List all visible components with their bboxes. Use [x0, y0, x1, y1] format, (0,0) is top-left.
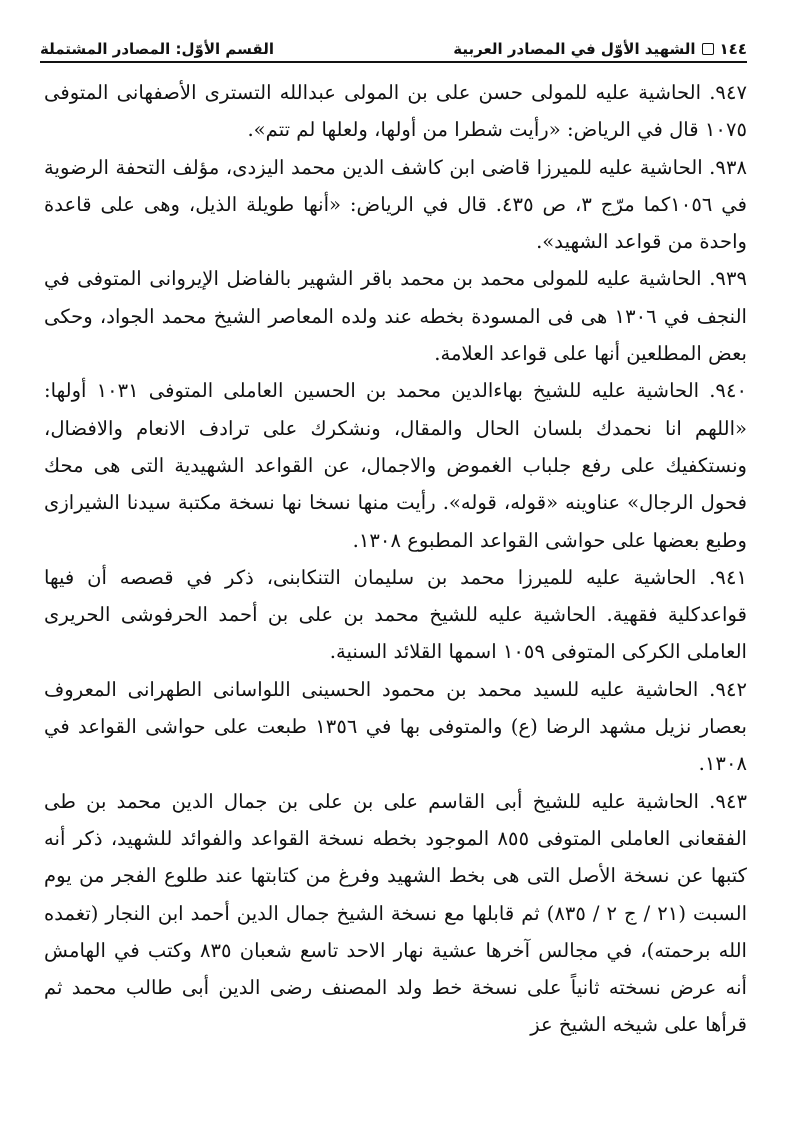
- running-title: الشهيد الأوّل في المصادر العربية: [453, 40, 696, 58]
- page-number: ١٤٤: [719, 40, 747, 58]
- entry-939: ٩٣٩. الحاشية عليه للمولى محمد بن محمد باقر الشهير بالفاضل الإيروانى المتوفى في النجف في ١٣٠٦ هى فى المسودة بخطه عند ولده المعاصر الشيخ محمد الجواد، وحكى بعض المطلعين أنها على قواعد العلامة.: [44, 267, 747, 366]
- header-right: [453, 40, 747, 58]
- page-body: [44, 74, 747, 1044]
- entry-940: ٩٤٠. الحاشية عليه للشيخ بهاءالدين محمد بن الحسين العاملى المتوفى ١٠٣١ أولها: «اللهم انا نحمدك بلسان الحال والمقال، ونشكرك على ترادف الانعام والافضال، ونستكفيك على رفع جلباب الغموض والاجمال، عن القواعد الشهيدية التى هى محك فحول الرجال» عناوينه «قوله، قوله». رأيت منها نسخا نها نسخة مكتبة سيدنا الشيرازى وطبع بعضها على حواشى القواعد المطبوع ١٣٠٨.: [44, 379, 747, 552]
- entry-941: ٩٤١. الحاشية عليه للميرزا محمد بن سليمان التنكابنى، ذكر في قصصه أن فيها قواعدكلية فقهية. الحاشية عليه للشيخ محمد بن على بن أحمد الحرفوشى الحريرى العاملى الكركى المتوفى ١٠٥٩ اسمها القلائد السنية.: [44, 565, 747, 664]
- header-rule: [40, 61, 747, 63]
- entry-938: ٩٣٨. الحاشية عليه للميرزا قاضى ابن كاشف الدين محمد اليزدى، مؤلف التحفة الرضوية في ١٠٥٦كما مرّج ٣، ص ٤٣٥. قال في الرياض: «أنها طويلة الذيل، وهى على قاعدة واحدة من قواعد الشهيد».: [44, 155, 747, 254]
- entry-943: ٩٤٣. الحاشية عليه للشيخ أبى القاسم على بن على بن جمال الدين محمد بن طى الفقعانى العاملى المتوفى ٨٥٥ الموجود بخطه نسخة القواعد والفوائد للشهيد، ذكر أنه كتبها عن نسخة الأصل التى هى بخط الشهيد وفرغ من كتابتها عند طلوع الفجر من يوم السبت (٢١ / ج ٢ / ٨٣٥) ثم قابلها مع نسخة الشيخ جمال الدين أحمد ابن النجار (تغمده الله برحمته)، في مجالس آخرها عشية نهار الاحد تاسع شعبان ٨٣٥ وكتب في الهامش أنه عرض نسخته ثانياً على نسخة خط ولد المصنف رضى الدين أبى طالب محمد ثم قرأها على شيخه الشيخ عز: [44, 789, 748, 1037]
- entry-942: ٩٤٢. الحاشية عليه للسيد محمد بن محمود الحسينى اللواسانى الطهرانى المعروف بعصار نزيل مشهد الرضا (ع) والمتوفى بها في ١٣٥٦ طبعت على حواشى القواعد في ١٣٠٨.: [44, 677, 747, 776]
- section-title: القسم الأوّل: المصادر المشتملة: [40, 40, 274, 58]
- entry-947: ٩٤٧. الحاشية عليه للمولى حسن على بن المولى عبدالله التسترى الأصفهانى المتوفى ١٠٧٥ قال في الرياض: «رأيت شطرا من أولها، ولعلها لم تتم».: [44, 81, 747, 142]
- header-square-ornament: [702, 43, 714, 55]
- page-header: [40, 30, 747, 58]
